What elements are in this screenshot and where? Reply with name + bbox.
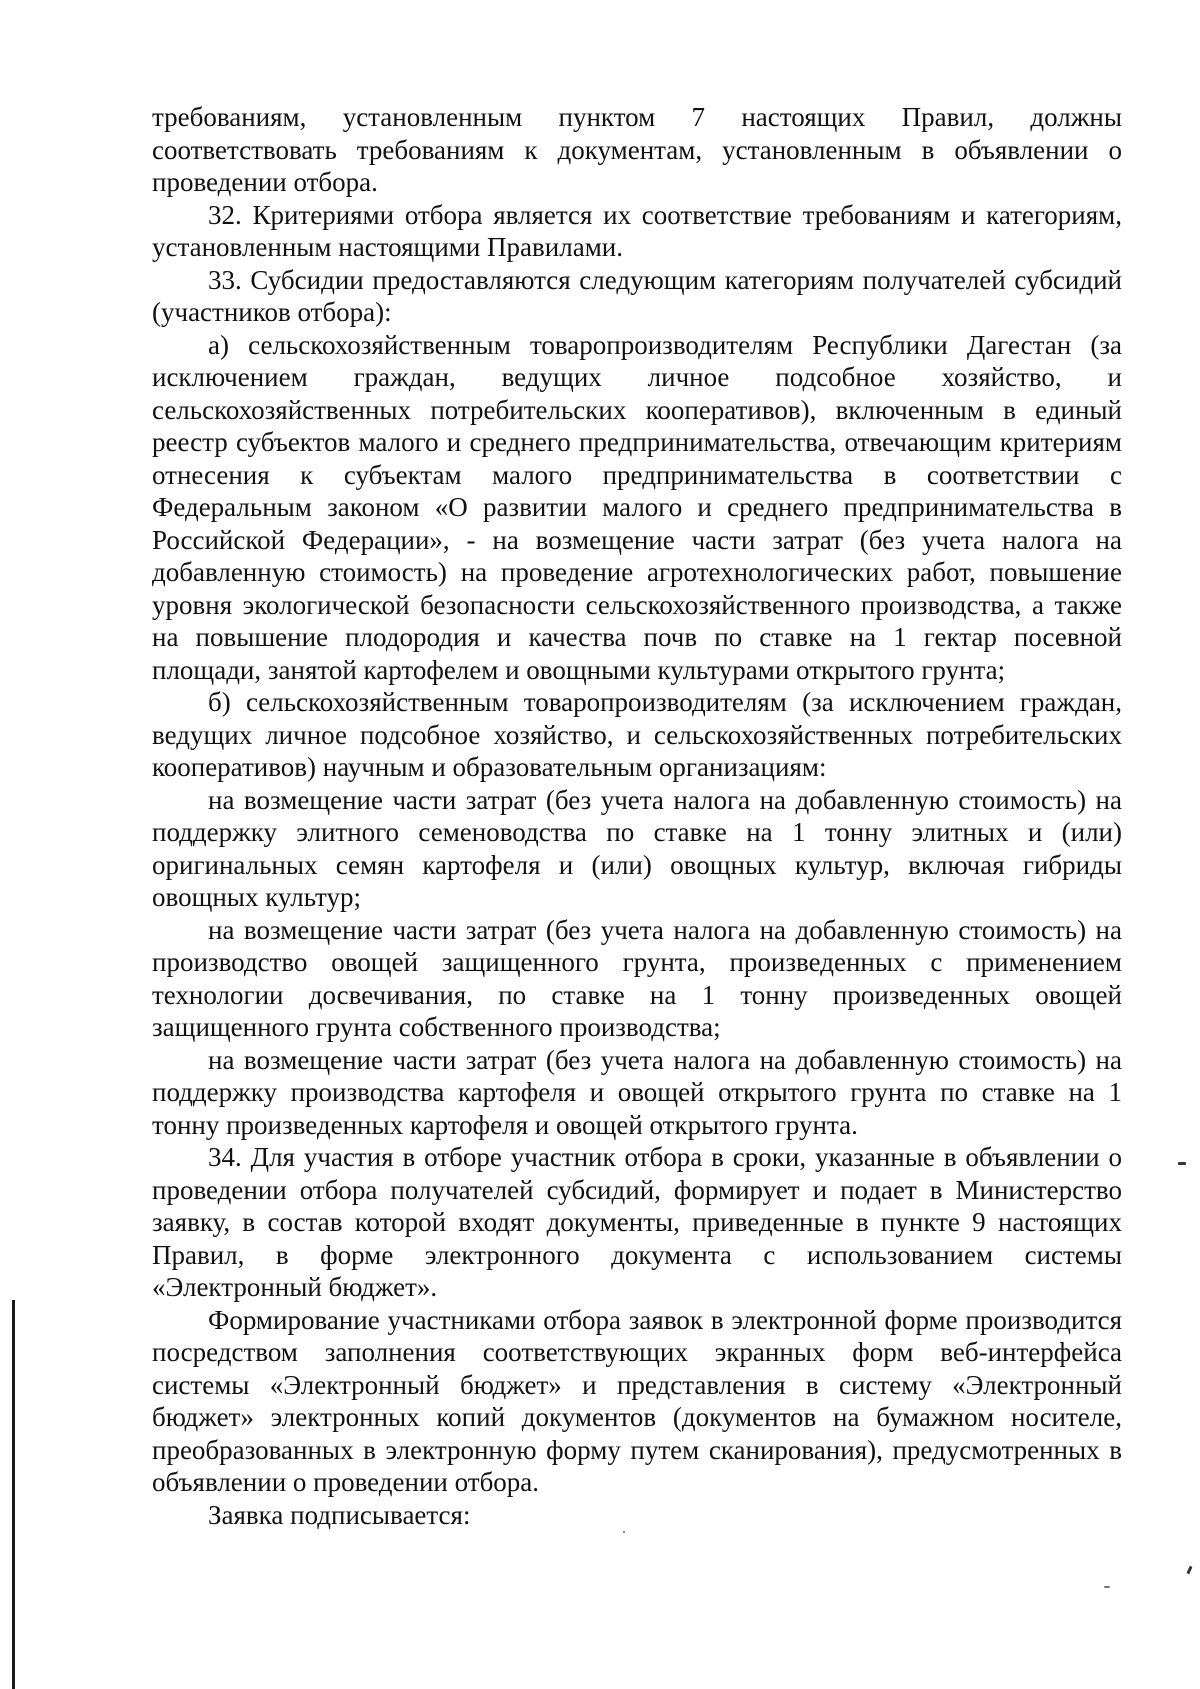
paragraph-34-signing: Заявка подписывается:: [208, 1499, 471, 1530]
scan-speck: [1186, 1566, 1192, 1575]
paragraph-33b-open-ground: на возмещение части затрат (без учета налога на добавленную стоимость) на поддержку производства картофеля и овощей открытого грунта по ставке на 1 тонну произведенных картофеля и овощей открытого грунта.: [152, 1044, 1122, 1140]
scan-edge-line: [12, 1300, 15, 1689]
scan-speck: [623, 1531, 625, 1533]
paragraph-33: 33. Субсидии предоставляются следующим категориям получателей субсидий (участников отбора):: [152, 264, 1122, 327]
paragraph-33a: а) сельскохозяйственным товаропроизводителям Республики Дагестан (за исключением граждан, ведущих личное подсобное хозяйство, и сельскохозяйственных потребительских кооперативов), включенным в единый реестр субъектов малого и среднего предпринимательства, отвечающим критериям отнесения к субъектам малого предпринимательства в соответствии с Федеральным законом «О развитии малого и среднего предпринимательства в Российской Федерации», - на возмещение части затрат (без учета налога на добавленную стоимость) на проведение агротехнологических работ, повышение уровня экологической безопасности сельскохозяйственного производства, а также на повышение плодородия и качества почв по ставке на 1 гектар посевной площади, занятой картофелем и овощными культурами открытого грунта;: [152, 329, 1122, 685]
document-body: [152, 101, 1122, 1531]
paragraph-33b-greenhouse: на возмещение части затрат (без учета налога на добавленную стоимость) на производство овощей защищенного грунта, произведенных с применением технологии досвечивания, по ставке на 1 тонну произведенных овощей защищенного грунта собственного производства;: [152, 914, 1122, 1042]
paragraph-34-forming: Формирование участниками отбора заявок в электронной форме производится посредством заполнения соответствующих экранных форм веб-интерфейса системы «Электронный бюджет» и представления в систему «Электронный бюджет» электронных копий документов (документов на бумажном носителе, преобразованных в электронную форму путем сканирования), предусмотренных в объявлении о проведении отбора.: [152, 1304, 1122, 1497]
scan-speck: [1104, 1586, 1110, 1588]
paragraph-32: 32. Критериями отбора является их соответствие требованиям и категориям, установленным настоящими Правилами.: [152, 199, 1122, 262]
scan-speck: [1178, 1162, 1186, 1165]
paragraph-33b-seed: на возмещение части затрат (без учета налога на добавленную стоимость) на поддержку элитного семеноводства по ставке на 1 тонну элитных и (или) оригинальных семян картофеля и (или) овощных культур, включая гибриды овощных культур;: [152, 784, 1122, 912]
paragraph-34: 34. Для участия в отборе участник отбора в сроки, указанные в объявлении о проведении отбора получателей субсидий, формирует и подает в Министерство заявку, в состав которой входят документы, приведенные в пункте 9 настоящих Правил, в форме электронного документа с использованием системы «Электронный бюджет».: [152, 1142, 1122, 1302]
paragraph-continuation: требованиям, установленным пунктом 7 настоящих Правил, должны соответствовать требованиям к документам, установленным в объявлении о проведении отбора.: [152, 102, 1122, 197]
paragraph-33b: б) сельскохозяйственным товаропроизводителям (за исключением граждан, ведущих личное подсобное хозяйство, и сельскохозяйственных потребительских кооперативов) научным и образовательным организациям:: [152, 687, 1122, 782]
